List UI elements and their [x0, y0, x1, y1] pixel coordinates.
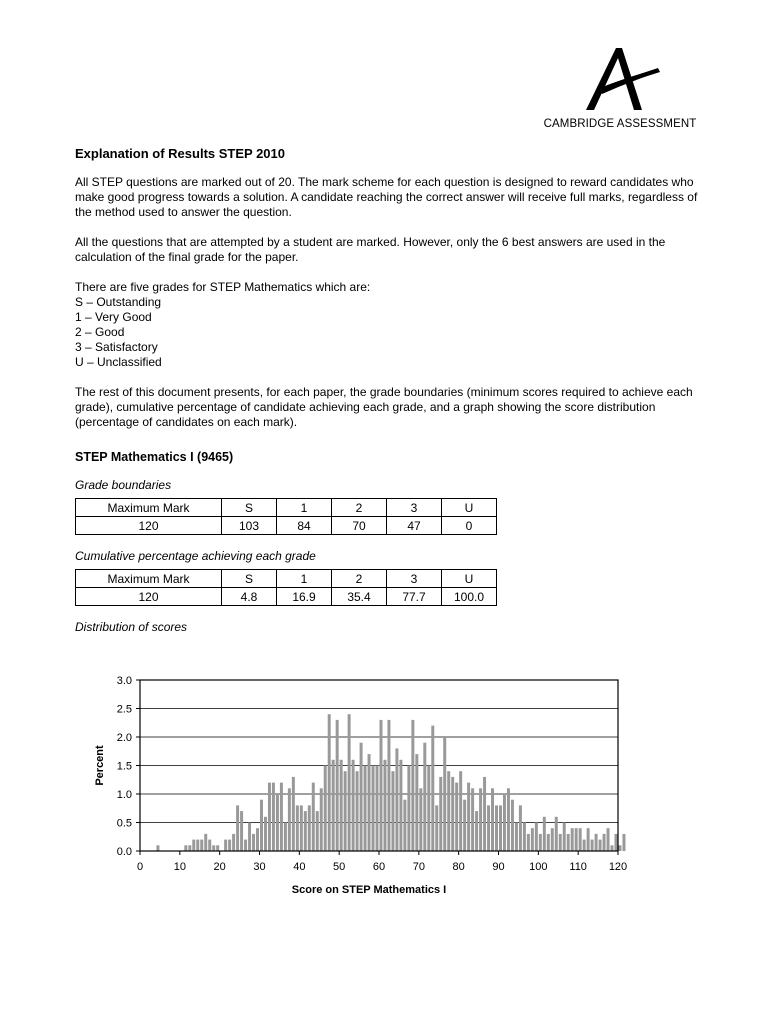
x-tick-label: 90: [492, 861, 505, 873]
bar: [611, 845, 614, 851]
bar: [348, 714, 351, 851]
x-tick-label: 80: [452, 861, 465, 873]
bar: [415, 754, 418, 851]
bar: [383, 760, 386, 851]
bar: [615, 834, 618, 851]
bar: [264, 817, 267, 851]
x-tick-label: 20: [213, 861, 226, 873]
table-cell: 70: [332, 517, 387, 535]
bar: [435, 805, 438, 851]
bar: [579, 828, 582, 851]
bar: [595, 834, 598, 851]
table-cell: 2: [332, 570, 387, 588]
bar: [555, 817, 558, 851]
bar: [483, 777, 486, 851]
bar: [356, 771, 359, 851]
bar: [184, 845, 187, 851]
bar: [300, 805, 303, 851]
bar: [551, 828, 554, 851]
bar: [352, 760, 355, 851]
bar: [475, 811, 478, 851]
bar: [515, 823, 518, 852]
y-tick-label: 1.0: [116, 789, 132, 801]
bar: [240, 811, 243, 851]
bar: [224, 840, 227, 851]
bar: [455, 783, 458, 851]
bar: [391, 771, 394, 851]
bar: [479, 788, 482, 851]
bar: [407, 766, 410, 852]
bar: [587, 828, 590, 851]
bar: [591, 840, 594, 851]
bar: [188, 845, 191, 851]
bar: [256, 828, 259, 851]
bar: [344, 771, 347, 851]
bar: [312, 783, 315, 851]
bar: [372, 766, 375, 852]
grade-item: 1 – Very Good: [75, 310, 152, 324]
grade-item: 2 – Good: [75, 325, 125, 339]
table-cell: 16.9: [277, 588, 332, 606]
bar: [272, 783, 275, 851]
table-header-row: [76, 499, 497, 517]
cumulative-percentage-table: [75, 569, 497, 606]
x-tick-label: 100: [529, 861, 548, 873]
grades-list: [75, 280, 705, 370]
bar: [531, 828, 534, 851]
x-tick-label: 10: [173, 861, 186, 873]
bar: [360, 743, 363, 851]
bar: [288, 788, 291, 851]
table-row: [76, 588, 497, 606]
bar: [340, 760, 343, 851]
y-tick-label: 3.0: [116, 675, 132, 687]
table-cell: Maximum Mark: [76, 570, 222, 588]
bar: [156, 845, 159, 851]
x-tick-label: 120: [608, 861, 628, 873]
x-tick-label: 0: [136, 861, 144, 873]
x-axis-label: Score on STEP Mathematics I: [291, 884, 447, 896]
bar: [403, 800, 406, 851]
x-tick-label: 50: [333, 861, 346, 873]
score-distribution-chart: [85, 670, 645, 910]
bar: [571, 828, 574, 851]
x-tick-label: 110: [569, 861, 587, 873]
grade-item: U – Unclassified: [75, 355, 162, 369]
table-cell: 103: [222, 517, 277, 535]
document-overview-paragraph: The rest of this document presents, for each paper, the grade boundaries (minimum scores required to achieve each grade), cumulative percentage of candidate achieving each grade, and a graph showing the score distribution (percentage of candidates on each mark).: [75, 385, 693, 429]
bar: [192, 840, 195, 851]
bar: [539, 834, 542, 851]
bar: [535, 823, 538, 852]
bar: [427, 766, 430, 852]
bar: [276, 794, 279, 851]
bar: [575, 828, 578, 851]
bar: [244, 840, 247, 851]
table-cell: U: [442, 570, 497, 588]
bar: [443, 737, 446, 851]
bar: [399, 760, 402, 851]
bar: [563, 823, 566, 852]
table-cell: Maximum Mark: [76, 499, 222, 517]
bar: [387, 720, 390, 851]
grades-intro: There are five grades for STEP Mathematics which are:: [75, 280, 371, 294]
chart-svg: [85, 670, 645, 910]
y-tick-label: 0.0: [116, 846, 132, 858]
bar: [503, 794, 506, 851]
y-tick-label: 0.5: [116, 817, 132, 830]
bar: [204, 834, 207, 851]
grade-boundaries-table: [75, 498, 497, 535]
bar: [567, 834, 570, 851]
table-cell: 2: [332, 499, 387, 517]
document-body: [75, 146, 705, 640]
bar: [527, 834, 530, 851]
bar: [495, 805, 498, 851]
bar: [268, 783, 271, 851]
bar: [308, 805, 311, 851]
y-axis-label: Percent: [94, 745, 106, 786]
grade-boundaries-caption: Grade boundaries: [75, 478, 172, 492]
bar: [332, 760, 335, 851]
table-cell: 77.7: [387, 588, 442, 606]
bar: [467, 783, 470, 851]
bar: [583, 840, 586, 851]
bar: [519, 805, 522, 851]
table-cell: 4.8: [222, 588, 277, 606]
grade-item: 3 – Satisfactory: [75, 340, 158, 354]
bar: [316, 811, 319, 851]
bar: [280, 783, 283, 851]
table-header-row: [76, 570, 497, 588]
marking-paragraph: All the questions that are attempted by a student are marked. However, only the 6 best answers are used in the calculation of the final grade for the paper.: [75, 235, 666, 264]
bar: [499, 805, 502, 851]
table-cell: 120: [76, 588, 222, 606]
bar: [320, 788, 323, 851]
bar: [236, 805, 239, 851]
table-cell: 35.4: [332, 588, 387, 606]
bar: [208, 840, 211, 851]
logo-a-mark-icon: [540, 44, 700, 118]
bar: [324, 766, 327, 852]
table-cell: 1: [277, 570, 332, 588]
bar: [368, 754, 371, 851]
bar: [228, 840, 231, 851]
cumulative-percentage-caption: Cumulative percentage achieving each grade: [75, 549, 316, 563]
bar: [547, 834, 550, 851]
bar: [451, 777, 454, 851]
bar: [447, 771, 450, 851]
bar: [599, 840, 602, 851]
table-cell: 3: [387, 570, 442, 588]
bar: [439, 777, 442, 851]
bar: [260, 800, 263, 851]
bar: [463, 800, 466, 851]
bar: [559, 834, 562, 851]
cambridge-assessment-logo: [540, 44, 700, 136]
table-cell: 84: [277, 517, 332, 535]
logo-text: CAMBRIDGE ASSESSMENT: [543, 118, 697, 130]
y-tick-label: 2.0: [116, 732, 132, 744]
table-cell: 3: [387, 499, 442, 517]
table-cell: 1: [277, 499, 332, 517]
bar: [304, 811, 307, 851]
bar: [364, 766, 367, 852]
bar: [296, 805, 299, 851]
bar: [232, 834, 235, 851]
grade-item: S – Outstanding: [75, 295, 162, 309]
bar: [423, 743, 426, 851]
bar: [284, 823, 287, 852]
bar: [471, 788, 474, 851]
bar: [507, 788, 510, 851]
bar: [622, 834, 625, 851]
bar: [603, 834, 606, 851]
bar: [328, 714, 331, 851]
x-tick-label: 60: [372, 861, 386, 873]
page-title: Explanation of Results STEP 2010: [75, 146, 285, 161]
y-tick-label: 2.5: [116, 703, 132, 716]
section-title: STEP Mathematics I (9465): [75, 450, 234, 464]
bar: [619, 845, 622, 851]
bar: [200, 840, 203, 851]
bar: [607, 828, 610, 851]
bar: [376, 766, 379, 852]
table-cell: 100.0: [442, 588, 497, 606]
bar: [431, 726, 434, 851]
bar: [411, 720, 414, 851]
table-row: [76, 517, 497, 535]
bar: [212, 845, 215, 851]
bar: [395, 748, 398, 851]
bar: [248, 823, 251, 852]
bar: [543, 817, 546, 851]
x-tick-label: 70: [412, 861, 425, 873]
distribution-caption: Distribution of scores: [75, 620, 188, 634]
bar: [252, 834, 255, 851]
table-cell: S: [222, 570, 277, 588]
y-tick-label: 1.5: [116, 760, 132, 773]
bar: [523, 823, 526, 852]
x-tick-label: 40: [293, 861, 306, 873]
bar: [196, 840, 199, 851]
bar: [292, 777, 295, 851]
table-cell: 120: [76, 517, 222, 535]
bar: [336, 720, 339, 851]
table-cell: 47: [387, 517, 442, 535]
bar: [380, 720, 383, 851]
table-cell: S: [222, 499, 277, 517]
bar: [459, 771, 462, 851]
table-cell: 0: [442, 517, 497, 535]
bar: [511, 800, 514, 851]
bar: [491, 788, 494, 851]
table-cell: U: [442, 499, 497, 517]
x-tick-label: 30: [253, 861, 266, 873]
bar: [419, 788, 422, 851]
bar: [216, 845, 219, 851]
intro-paragraph: All STEP questions are marked out of 20. The mark scheme for each question is designed to reward candidates who make good progress towards a solution. A candidate reaching the correct answer will receive full marks, regardless of the method used to answer the question.: [75, 175, 698, 219]
bar: [487, 805, 490, 851]
